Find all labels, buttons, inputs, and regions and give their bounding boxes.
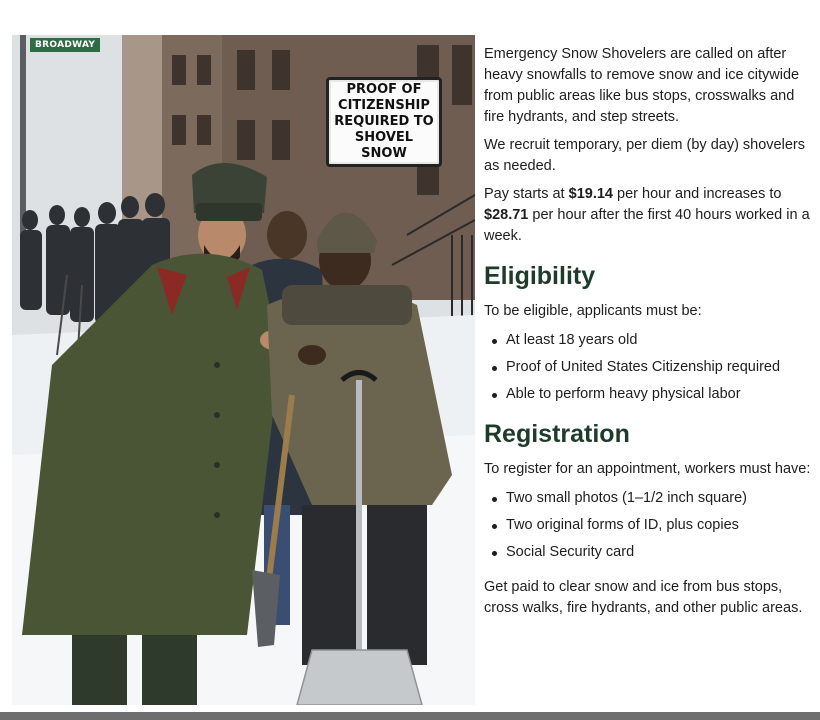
list-item: Two small photos (1–1/2 inch square) [484, 488, 814, 509]
list-item: Social Security card [484, 542, 814, 563]
pay-prefix: Pay starts at [484, 186, 569, 202]
bottom-divider [0, 712, 820, 720]
list-item: Proof of United States Citizenship required [484, 357, 814, 378]
info-panel [484, 44, 814, 704]
eligibility-list [484, 330, 814, 405]
protest-sign: PROOF OF CITIZENSHIP REQUIRED TO SHOVEL SNOW [326, 77, 442, 167]
registration-heading: Registration [484, 420, 630, 448]
scene-photo [12, 35, 475, 705]
intro-paragraph: Emergency Snow Shovelers are called on after heavy snowfalls to remove snow and ice citywide from public areas like bus stops, crosswalks and fire hydrants, and step streets. [484, 46, 800, 125]
pay-paragraph [484, 184, 814, 247]
pay-suffix: per hour after the first 40 hours worked in a week. [484, 207, 810, 244]
pay-rate-start: $19.14 [568, 186, 613, 202]
list-item: Two original forms of ID, plus copies [484, 515, 814, 536]
eligibility-heading: Eligibility [484, 262, 596, 290]
list-item: At least 18 years old [484, 330, 814, 351]
registration-intro: To register for an appointment, workers must have: [484, 461, 811, 477]
street-sign: BROADWAY [29, 37, 101, 53]
closing-paragraph: Get paid to clear snow and ice from bus stops, cross walks, fire hydrants, and other public areas. [484, 579, 803, 616]
registration-list [484, 488, 814, 563]
pay-rate-raised: $28.71 [484, 207, 529, 223]
list-item: Able to perform heavy physical labor [484, 384, 814, 405]
recruit-paragraph: We recruit temporary, per diem (by day) shovelers as needed. [484, 137, 805, 174]
eligibility-intro: To be eligible, applicants must be: [484, 303, 702, 319]
pay-middle: per hour and increases to [612, 186, 782, 202]
